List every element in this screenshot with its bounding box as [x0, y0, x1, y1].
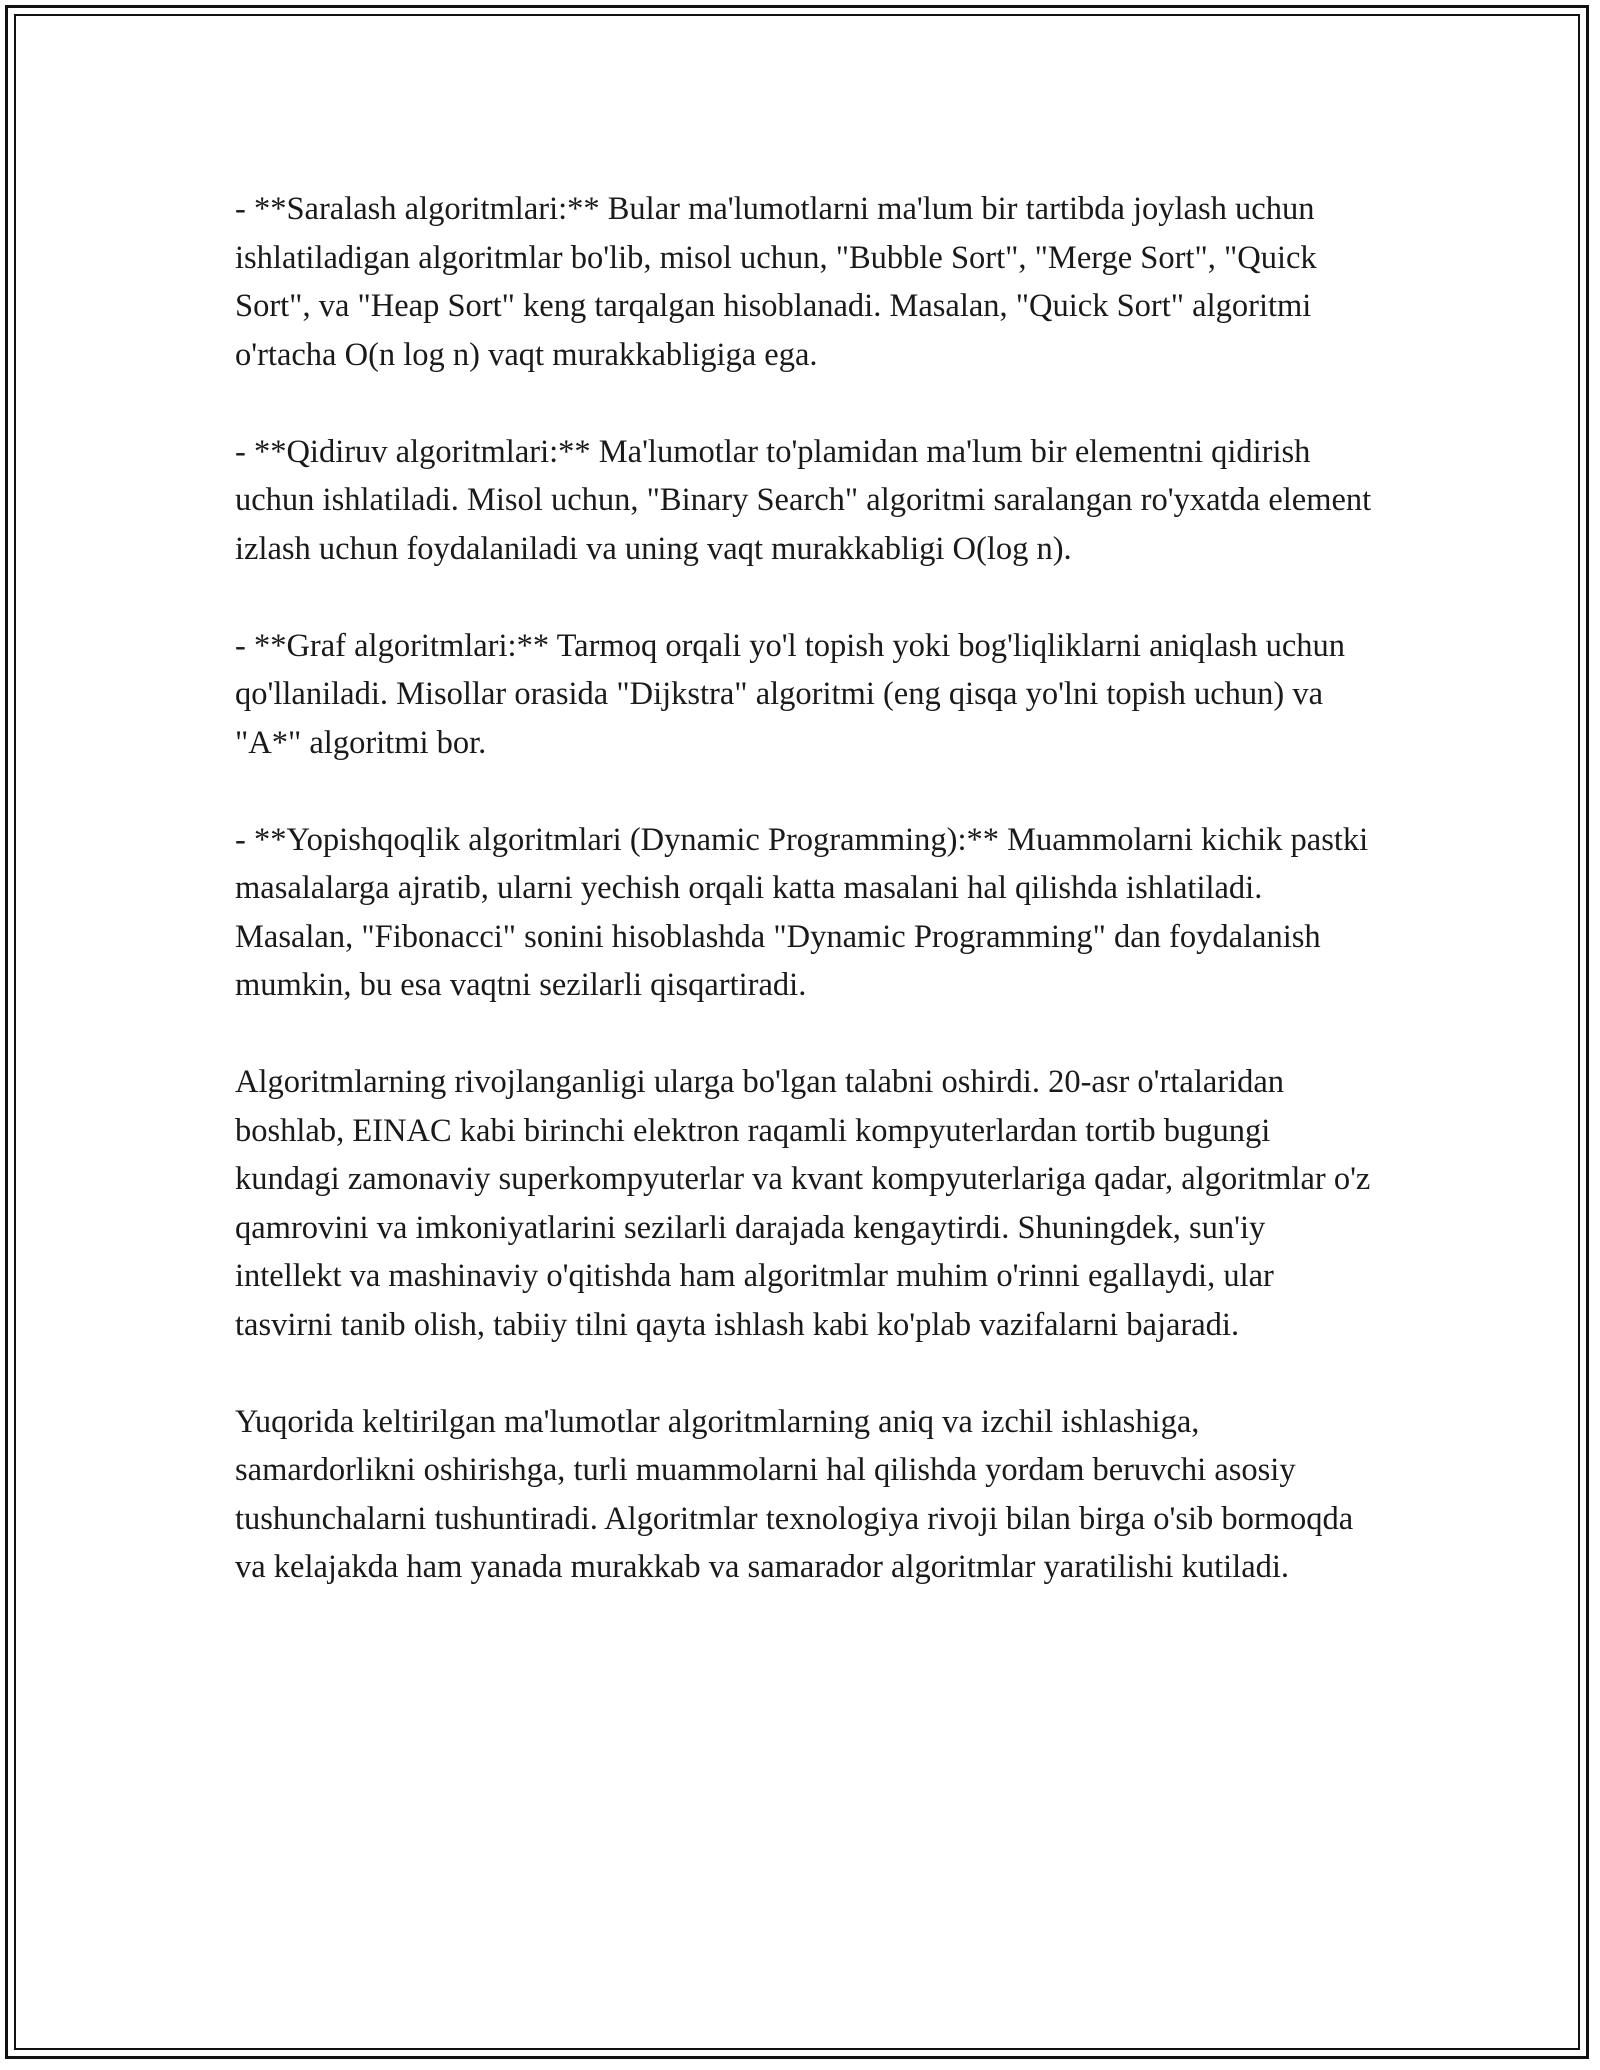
paragraph-conclusion: Yuqorida keltirilgan ma'lumotlar algoritmlarning aniq va izchil ishlashiga, samardorlikni oshirishga, turli muammolarni hal qilishda yordam beruvchi asosiy tushunchalarni tushuntiradi. Algoritmlar texnologiya rivoji bilan birga o'sib bormoqda va kelajakda ham yanada murakkab va samarador algoritmlar yaratilishi kutiladi.: [235, 1403, 1354, 1585]
paragraph-sorting-algorithms: - **Saralash algoritmlari:** Bular ma'lumotlarni ma'lum bir tartibda joylash uchun ishlatiladigan algoritmlar bo'lib, misol uchun, "Bubble Sort", "Merge Sort", "Quick Sort", va "Heap Sort" keng tarqalgan hisoblanadi. Masalan, "Quick Sort" algoritmi o'rtacha O(n log n) vaqt murakkabligiga ega.: [235, 191, 1317, 373]
paragraph-graph-algorithms: - **Graf algoritmlari:** Tarmoq orqali yo'l topish yoki bog'liqliklarni aniqlash uchun qo'llaniladi. Misollar orasida "Dijkstra" algoritmi (eng qisqa yo'lni topish uchun) va "A*" algoritmi bor.: [235, 627, 1346, 761]
paragraph-search-algorithms: - **Qidiruv algoritmlari:** Ma'lumotlar to'plamidan ma'lum bir elementni qidirish uchun ishlatiladi. Misol uchun, "Binary Search" algoritmi saralangan ro'yxatda element izlash uchun foydalaniladi va uning vaqt murakkabligi O(log n).: [235, 433, 1372, 567]
paragraph-dynamic-programming: - **Yopishqoqlik algoritmlari (Dynamic Programming):** Muammolarni kichik pastki masalalarga ajratib, ularni yechish orqali katta masalani hal qilishda ishlatiladi. Masalan, "Fibonacci" sonini hisoblashda "Dynamic Programming" dan foydalanish mumkin, bu esa vaqtni sezilarli qisqartiradi.: [235, 821, 1369, 1003]
document-body: [235, 185, 1375, 1640]
paragraph-algorithm-development: Algoritmlarning rivojlanganligi ularga bo'lgan talabni oshirdi. 20-asr o'rtalaridan boshlab, EINAC kabi birinchi elektron raqamli kompyuterlardan tortib bugungi kundagi zamonaviy superkompyuterlar va kvant kompyuterlariga qadar, algoritmlar o'z qamrovini va imkoniyatlarini sezilarli darajada kengaytirdi. Shuningdek, sun'iy intellekt va mashinaviy o'qitishda ham algoritmlar muhim o'rinni egallaydi, ular tasvirni tanib olish, tabiiy tilni qayta ishlash kabi ko'plab vazifalarni bajaradi.: [235, 1064, 1371, 1343]
